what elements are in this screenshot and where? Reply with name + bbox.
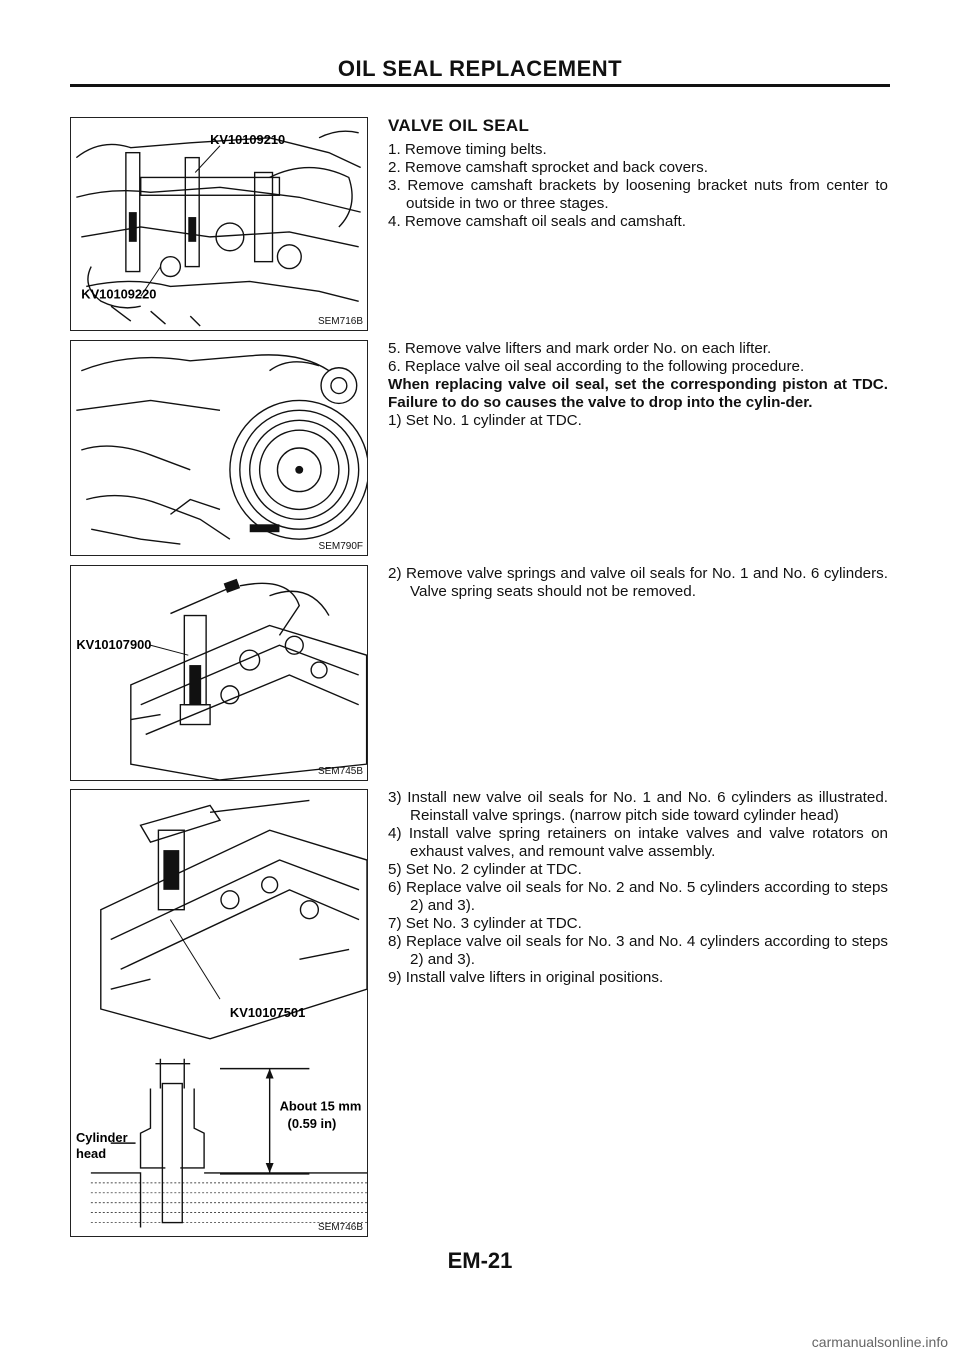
section-text bbox=[388, 789, 888, 987]
step: 6. Replace valve oil seal according to the following procedure. bbox=[388, 358, 805, 375]
step: 4. Remove camshaft oil seals and camshaft. bbox=[388, 213, 686, 230]
tool-label-kv10107501: KV10107501 bbox=[229, 1004, 306, 1020]
figure-sem790f bbox=[70, 340, 368, 556]
step: 1. Remove timing belts. bbox=[388, 141, 547, 158]
substep: 6) Replace valve oil seals for No. 2 and No. 5 cylinders according to steps 2) and 3). bbox=[388, 879, 888, 914]
cylinder-head-label-2: head bbox=[75, 1146, 107, 1162]
section-valve-oil-seal bbox=[70, 117, 890, 331]
figure-sem746b bbox=[70, 789, 368, 1237]
valve-seal-installer-illustration bbox=[71, 790, 367, 1236]
page-number: EM-21 bbox=[447, 1248, 513, 1273]
figure-sem716b bbox=[70, 117, 368, 331]
cylinder-head-label: Cylinder bbox=[75, 1130, 128, 1146]
section-text bbox=[388, 117, 888, 231]
substep: 2) Remove valve springs and valve oil seals for No. 1 and No. 6 cylinders. Valve spring seats should not be removed. bbox=[388, 565, 888, 600]
step: 2. Remove camshaft sprocket and back covers. bbox=[388, 159, 708, 176]
substep: 3) Install new valve oil seals for No. 1 and No. 6 cylinders as illustrated. Reinstall valve springs. (narrow pitch side toward cylinder head) bbox=[388, 789, 888, 824]
dimension-label: About 15 mm bbox=[279, 1098, 362, 1114]
step: 3. Remove camshaft brackets by loosening bracket nuts from center to outside in two or three stages. bbox=[388, 177, 888, 212]
tool-label-kv10107900: KV10107900 bbox=[76, 637, 152, 653]
warning-note: When replacing valve oil seal, set the corresponding piston at TDC. Failure to do so causes the valve to drop into the cylin-der. bbox=[388, 376, 888, 411]
section-title: VALVE OIL SEAL bbox=[388, 116, 530, 135]
substep: 8) Replace valve oil seals for No. 3 and No. 4 cylinders according to steps 2) and 3). bbox=[388, 933, 888, 968]
figure-code: SEM716B bbox=[317, 316, 363, 327]
page-title: OIL SEAL REPLACEMENT bbox=[337, 56, 623, 81]
header-rule bbox=[70, 84, 890, 87]
section-text bbox=[388, 340, 888, 430]
section-text bbox=[388, 565, 888, 601]
camshaft-bracket-illustration bbox=[71, 118, 367, 330]
figure-sem745b bbox=[70, 565, 368, 781]
substep: 1) Set No. 1 cylinder at TDC. bbox=[388, 412, 582, 429]
section-valve-lifters bbox=[70, 340, 890, 556]
section-remove-springs bbox=[70, 565, 890, 781]
valve-spring-compressor-illustration bbox=[71, 566, 367, 780]
tool-label-kv10109220: KV10109220 bbox=[81, 286, 157, 302]
watermark: carmanualsonline.info bbox=[811, 1334, 948, 1350]
dimension-label-inches: (0.59 in) bbox=[287, 1116, 337, 1132]
step: 5. Remove valve lifters and mark order No. on each lifter. bbox=[388, 340, 772, 357]
section-install-seals bbox=[70, 789, 890, 1237]
tool-label-kv10109210: KV10109210 bbox=[210, 131, 286, 147]
substep: 4) Install valve spring retainers on intake valves and valve rotators on exhaust valves, and remount valve assembly. bbox=[388, 825, 888, 860]
crank-pulley-illustration bbox=[71, 341, 367, 555]
figure-code: SEM745B bbox=[317, 766, 363, 777]
substep: 5) Set No. 2 cylinder at TDC. bbox=[388, 861, 582, 878]
substep: 7) Set No. 3 cylinder at TDC. bbox=[388, 915, 582, 932]
substep: 9) Install valve lifters in original positions. bbox=[388, 969, 664, 986]
figure-code: SEM746B bbox=[317, 1222, 363, 1233]
figure-code: SEM790F bbox=[318, 541, 363, 552]
